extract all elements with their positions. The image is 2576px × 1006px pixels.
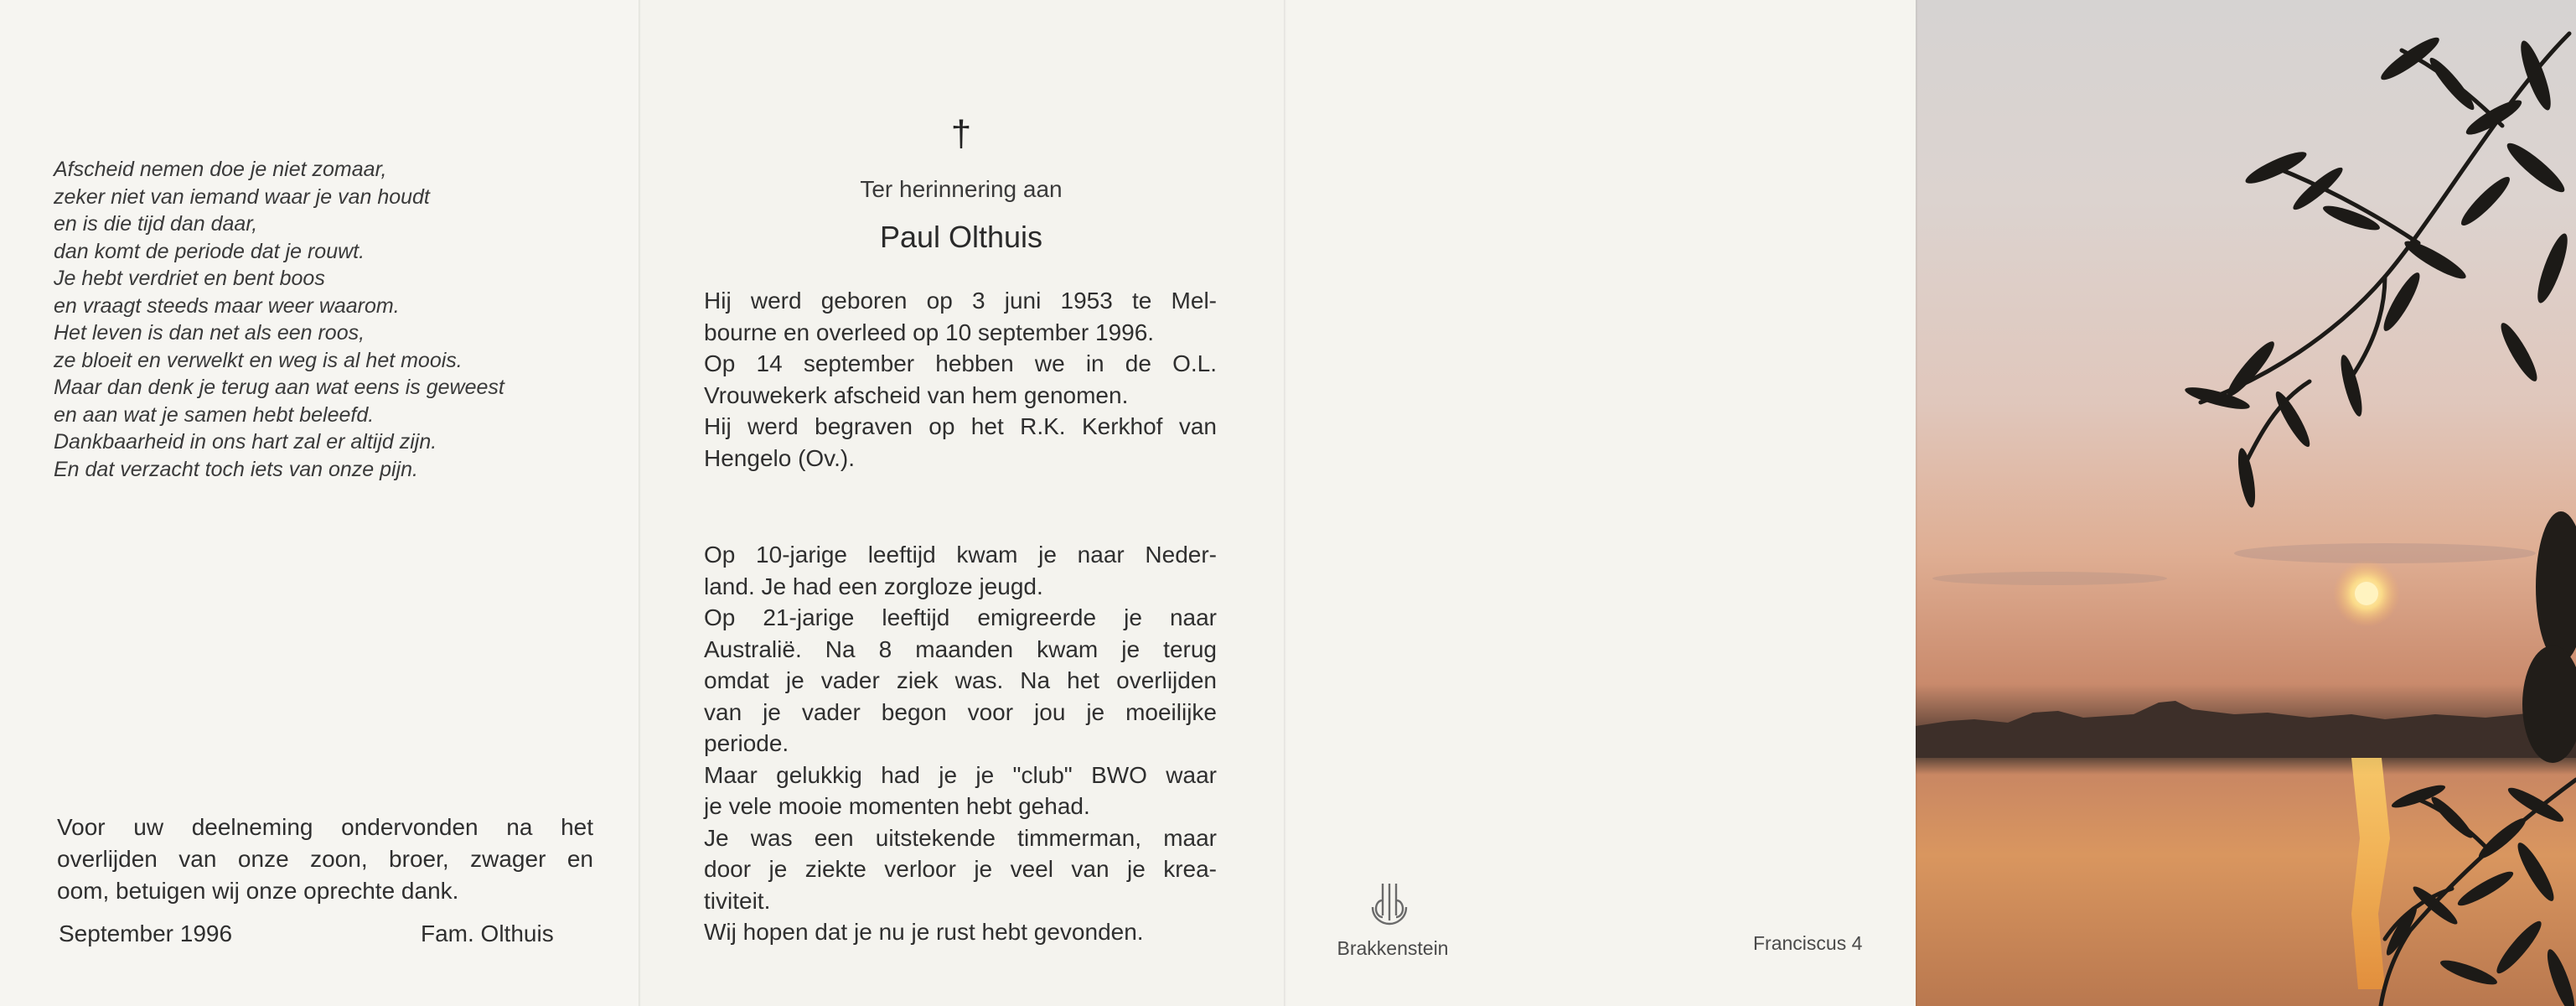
- memory-line: Op 10-jarige leeftijd kwam je naar Neder-: [704, 542, 1217, 568]
- fold-line: [639, 0, 641, 1006]
- poem-line: en vraagt steeds maar weer waarom.: [54, 293, 400, 318]
- thanks-line: oom, betuigen wij onze oprechte dank.: [57, 878, 459, 904]
- memory-line: Wij hopen dat je nu je rust hebt gevonden.: [704, 919, 1144, 945]
- bio-line: Hij werd geboren op 3 juni 1953 te Mel-: [704, 288, 1217, 314]
- memory-line: je vele mooie momenten hebt gehad.: [704, 793, 1090, 819]
- memory-paragraph: [704, 539, 1217, 948]
- fold-line: [1284, 0, 1286, 1006]
- memory-line: Australië. Na 8 maanden kwam je terug: [704, 635, 1217, 662]
- sunset-photo: [1916, 0, 2576, 1006]
- poem-line: Maar dan denk je terug aan wat eens is geweest: [54, 376, 504, 399]
- memory-line: Maar gelukkig had je je "club" BWO waar: [704, 761, 1217, 788]
- poem-line: Je hebt verdriet en bent boos: [54, 267, 325, 290]
- thanks-text: [57, 812, 593, 907]
- memorial-intro: Ter herinnering aan: [860, 176, 1063, 202]
- deceased-name: Paul Olthuis: [879, 220, 1043, 254]
- memory-line: door je ziekte verloor je veel van je krea-: [704, 856, 1217, 882]
- memory-line: tiviteit.: [704, 887, 771, 914]
- poem-line: ze bloeit en verwelkt en weg is al het moois.: [54, 348, 463, 372]
- card-code: Franciscus 4: [1753, 932, 1863, 954]
- biography-paragraph: [704, 285, 1217, 474]
- panel-poem: [0, 0, 639, 1006]
- memory-line: omdat je vader ziek was. Na het overlijden: [704, 667, 1217, 693]
- memory-line: van je vader begon voor jou je moeilijke: [704, 698, 1217, 725]
- poem-line: en aan wat je samen hebt beleefd.: [54, 402, 375, 427]
- poem: [54, 156, 623, 483]
- poem-line: Dankbaarheid in ons hart zal er altijd zijn.: [54, 430, 437, 454]
- bio-line: Hengelo (Ov.).: [704, 444, 855, 471]
- poem-line: Afscheid nemen doe je niet zomaar,: [54, 158, 387, 181]
- thanks-date: September 1996: [59, 920, 233, 946]
- bio-line: bourne en overleed op 10 september 1996.: [704, 319, 1155, 345]
- bio-line: Vrouwekerk afscheid van hem genomen.: [704, 381, 1129, 408]
- thanks-line: Voor uw deelneming ondervonden na het: [57, 814, 593, 840]
- publisher-name: Brakkenstein: [1337, 937, 1449, 959]
- poem-line: En dat verzacht toch iets van onze pijn.: [54, 457, 418, 481]
- brakkenstein-logo-icon: [1364, 879, 1415, 929]
- bio-line: Hij werd begraven op het R.K. Kerkhof van: [704, 413, 1217, 439]
- family-signature: Fam. Olthuis: [421, 920, 554, 946]
- memory-line: periode.: [704, 730, 789, 756]
- poem-line: zeker niet van iemand waar je van houdt: [54, 184, 430, 209]
- memory-line: Op 21-jarige leeftijd emigreerde je naar: [704, 604, 1217, 630]
- panel-memorial: [639, 0, 1284, 1006]
- thanks-line: overlijden van onze zoon, broer, zwager en: [57, 846, 593, 872]
- poem-line: Het leven is dan net als een roos,: [54, 321, 365, 345]
- fold-line: [1916, 0, 1918, 1006]
- sunset-over-water-icon: [1916, 0, 2576, 1006]
- memory-line: land. Je had een zorgloze jeugd.: [704, 573, 1043, 599]
- poem-line: dan komt de periode dat je rouwt.: [54, 239, 365, 263]
- panel-back-cover: [1284, 0, 1916, 1006]
- poem-line: en is die tijd dan daar,: [54, 212, 258, 236]
- cross-icon: †: [950, 113, 972, 154]
- memory-line: Je was een uitstekende timmerman, maar: [704, 824, 1217, 851]
- bio-line: Op 14 september hebben we in de O.L.: [704, 350, 1217, 376]
